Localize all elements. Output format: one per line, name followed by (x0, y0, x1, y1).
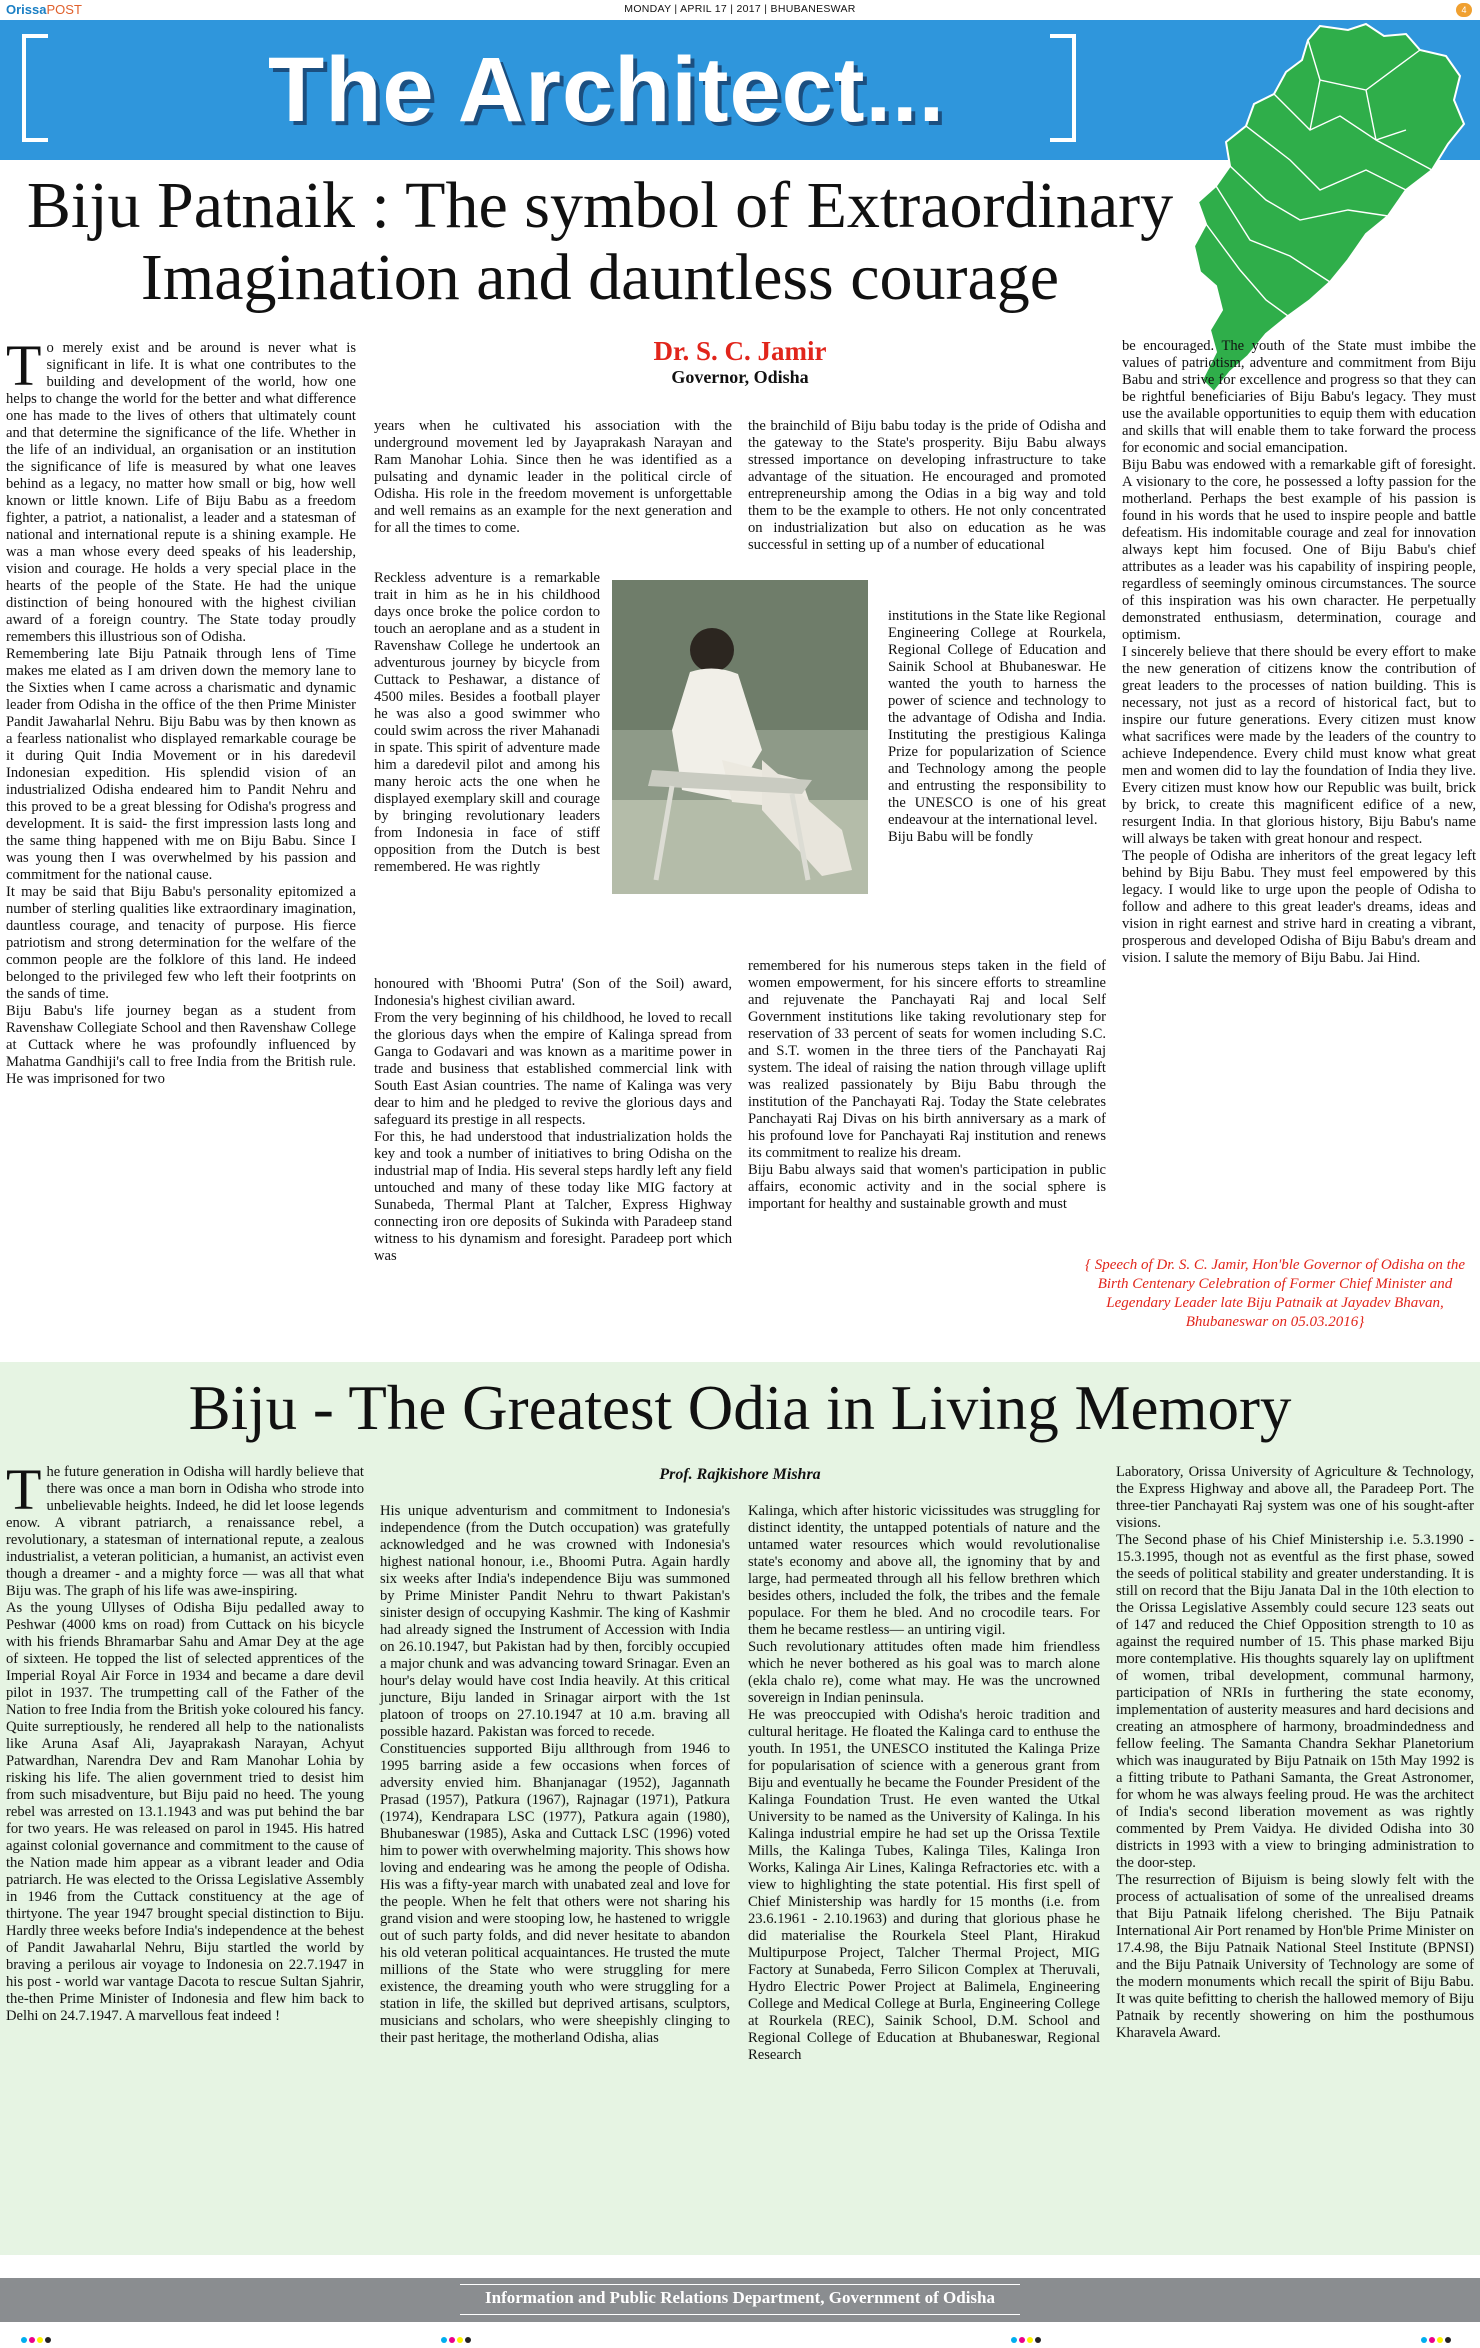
logo-post-text: POST (46, 2, 82, 17)
paragraph: From the very beginning of his childhood, he loved to recall the glorious days when the empire of Kalinga spread from Ganga to Godavari and was known as a maritime power in trade and business that established commercial link with South East Asian countries. The name of Kalinga was very dear to him and he pledged to revive the glorious days and safeguard its prestige in all respects. (374, 1010, 732, 1128)
author-role: Governor, Odisha (671, 367, 809, 387)
left-bracket-decoration (22, 34, 48, 142)
article-1-column-1 (6, 333, 356, 1088)
registration-marks (440, 2330, 472, 2348)
paragraph: The Second phase of his Chief Ministership i.e. 5.3.1990 - 15.3.1995, though not as eventful as the first phase, sowed the seeds of political stability and greater understanding. It is still on record that the Biju Janata Dal in the 10th election to the Orissa Legislative Assembly could secure 123 seats out of 147 and reduced the Chief Opposition strength to 10 as against the required number of 15. This phase marked Biju more contemplative. His thoughts squarely lay on upliftment of women, tribal development, communal harmony, participation of NRIs in furthering the state economy, implementation of austerity measures and hard decisions and creating an atmosphere of harmony, broadmindedness and fellow feeling. The Samanta Chandra Sekhar Planetorium which was inaugurated by Biju Patnaik on 15th May 1992 is a fitting tribute to Pathani Samanta, the Great Astronomer, for whom he was always feeling proud. He was the architect of India's second liberation movement as was rightly commented by Prem Vaidya. He divided Odisha into 30 districts in 1993 with a view to bringing administration to the door-step. (1116, 1532, 1474, 1871)
footer-bar (0, 2278, 1480, 2322)
paragraph: The resurrection of Bijuism is being slowly felt with the process of actualisation of some of the unrealised dreams that Biju Patnaik lifelong cherished. The Biju Patnaik International Air Port renamed by Hon'ble Prime Minister on 17.4.98, the Biju Patnaik National Steel Institute (BPNSI) and the Biju Patnaik University of Technology are some of the modern monuments which recall the spirit of Biju Babu. It was quite befitting to cherish the hallowed memory of Biju Patnaik by recently showering on him the posthumous Kharavela Award. (1116, 1872, 1474, 2041)
drop-cap: T (6, 333, 42, 398)
footer-rule-bottom (460, 2314, 1020, 2315)
article-1-headline (0, 170, 1200, 314)
paragraph: As the young Ullyses of Odisha Biju pedalled away to Peshwar (4000 kms on road) from Cuttack on his bicycle with his friends Bhramarbar Sahu and Amar Dey at the age of sixteen. He topped the list of selected apprentices of the Imperial Royal Air Force in 1934 and became a dare devil pilot in 1937. The trumpetting call of the Father of the Nation to free India from the British yoke coloured his fancy. Quite surreptiously, he rendered all help to the nationalists like Aruna Asaf Ali, Jayaprakash Narayan, Achyut Patwardhan, Narendra Dev and Ram Manohar Lohia by risking his life. The alien government tried to desist him from such misadventure, but Biju paid no heed. The young rebel was arrested on 13.1.1943 and was put behind the bar for two years. He was released on parol in 1945. His hatred against colonial governance and commitment to the cause of the Nation made him appear as a vibrant leader and Odia patriarch. He was elected to the Orissa Legislative Assembly in 1946 from the Cuttack constituency at the age of thirtyone. The year 1947 brought special distinction to Biju. Hardly three weeks before India's independence at the behest of Pandit Jawaharlal Nehru, Biju startled the world by braving a perilous air voyage to Indonesia on 22.7.1947 in his post - world war vantage Dacota to rescue Sultan Sjahrir, the-then Prime Minister of Indonesia and flew him back to Delhi on 24.7.1947. A marvellous feat indeed ! (6, 1600, 364, 2024)
speech-note: { Speech of Dr. S. C. Jamir, Hon'ble Governor of Odisha on the Birth Centenary Celebration of Former Chief Minister and Legendary Leader late Biju Patnaik at Jayadev Bhavan, Bhubaneswar on 05.03.2016} (1084, 1257, 1465, 1330)
paragraph: His unique adventurism and commitment to Indonesia's independence (from the Dutch occupation) was gratefully acknowledged and he was crowned with Indonesia's highest national honour, i.e., Bhoomi Putra. Again hardly six weeks after India's independence Biju was summoned by Prime Minister Pandit Nehru to thwart Pakistan's sinister design of occupying Kashmir. The king of Kashmir had already signed the Instrument of Accession with India on 26.10.1947, but Pakistan had by then, forcibly occupied a major chunk and was advancing toward Srinagar. Even an hour's delay would have cost India heavily. At this critical juncture, Biju landed in Srinagar airport with the 1st platoon of troops on 27.10.1947 at 10 a.m. braving all possible hazard. Pakistan was forced to recede. (380, 1503, 730, 1740)
dateline: MONDAY | APRIL 17 | 2017 | BHUBANESWAR (624, 3, 856, 15)
paragraph: Biju Babu always said that women's participation in public affairs, economic activity and in the social sphere is important for healthy and sustainable growth and must (748, 1162, 1106, 1212)
paragraph: Reckless adventure is a remarkable trait in him as he in his childhood days once broke the police cordon to touch an aeroplane and as a student in Ravenshaw College he undertook an adventurous journey by bicycle from Cuttack to Peshawar, a distance of 4500 miles. Besides a football player he was also a good swimmer who could swim across the river Mahanadi in spate. This spirit of adventure made him a daredevil pilot and among his many heroic acts the one when he displayed exemplary skill and courage by bringing revolutionary leaders from Indonesia in face of stiff opposition from the Dutch is best remembered. He was rightly (374, 570, 600, 875)
paragraph: years when he cultivated his association with the underground movement led by Jayaprakash Narayan and Ram Manohar Lohia. Since then he was identified as a pulsating and dynamic leader in the political circle of Odisha. His role in the freedom movement is unforgettable and well remains as an example for the next generation and for all the times to come. (374, 418, 732, 536)
photo-illustration (612, 580, 868, 894)
paragraph: Biju Babu was endowed with a remarkable gift of foresight. A visionary to the core, he possessed a lofty passion for the motherland. Perhaps the best example of his passion is found in his words that he used to inspire people and battle defeatism. His indomitable courage and zeal for innovation always kept him focused. One of Biju Babu's chief attributes as a leader was his capability of inspiring people, regardless of seemingly ominous circumstances. The source of this inspiration was his own character. He perpetually demonstrated enthusiasm, determination, courage and optimism. (1122, 457, 1476, 643)
page-number-badge: 4 (1456, 3, 1472, 17)
article-1-column-3-top (748, 418, 1106, 554)
banner-title: The Architect... (268, 39, 946, 141)
paragraph: he future generation in Odisha will hardly believe that there was once a man born in Odisha who strode into unbelievable heights. Indeed, he did let loose legends enow. A vibrant patriarch, a renaissance rebel, a revolutionary, a statesman of international repute, a zealous industrialist, a veteran politician, a humanist, an activist even though a dreamer - and a mighty force — was all that what Biju was. The graph of his life was awe-inspiring. (6, 1464, 364, 1599)
paragraph: be encouraged. The youth of the State must imbibe the values of patriotism, adventure and commitment from Biju Babu and strive for excellence and progress so that they can be rightful beneficiaries of Biju Babu's legacy. They must use the available opportunities to equip them with education and skills that will enable them to take forward the process for economic and social emancipation. (1122, 338, 1476, 456)
paragraph: institutions in the State like Regional Engineering College at Rourkela, Regional College of Education and Sainik School at Bhubaneswar. He wanted the youth to harness the power of science and technology to the advantage of Odisha and India. Instituting the prestigious Kalinga Prize for popularization of Science and Technology among the people and entrusting the responsibility to the UNESCO is one of his great endeavour at the international level. (888, 608, 1106, 828)
article-2-column-2 (380, 1503, 730, 2047)
paragraph: Laboratory, Orissa University of Agriculture & Technology, the Express Highway and above all, the Paradeep Port. The three-tier Panchayati Raj system was one of his sought-after visions. (1116, 1464, 1474, 1531)
paragraph: It may be said that Biju Babu's personality epitomized a number of sterling qualities like extraordinary imagination, dauntless courage, and tenacity of purpose. His fierce patriotism and strong determination for the welfare of the common people are the folklore of this land. He indeed belonged to the privileged few who left their footprints on the sands of time. (6, 884, 356, 1002)
footer-rule-top (460, 2284, 1020, 2285)
paragraph: Remembering late Biju Patnaik through lens of Time makes me elated as I am driven down the memory lane to the Sixties when I came across a charismatic and dynamic leader from Odisha in the office of the then Prime Minister Pandit Jawaharlal Nehru. Biju Babu was by then known as a fearless nationalist who displayed remarkable courage be it during Quit India Movement or in his daredevil Indonesian expedition. His splendid vision of an industrialized Odisha endeared him to Pandit Nehru and this proved to be a great blessing for Odisha's progress and development. It is said- the first impression lasts long and the same thing happened with me on Biju Babu. Since I was young then I was overwhelmed by his passion and commitment for the national cause. (6, 646, 356, 883)
biju-patnaik-photo (612, 580, 868, 894)
article-1-column-2-mid (374, 570, 600, 876)
drop-cap: T (6, 1457, 42, 1522)
paragraph: The people of Odisha are inheritors of the great legacy left behind by Biju Babu. They must feel empowered by this legacy. I would like to urge upon the people of Odisha to follow and adhere to this great leader's dreams, ideas and vision in right earnest and strive hard in creating a vibrant, prosperous and developed Odisha of Biju Babu's dream and vision. I salute the memory of Biju Babu. Jai Hind. (1122, 848, 1476, 966)
paragraph: the brainchild of Biju babu today is the pride of Odisha and the gateway to the State's prosperity. Biju Babu always stressed importance on developing infrastructure to take advantage of the situation. He encouraged and promoted entrepreneurship among the Odias in a big way and told them to be the example to others. He not only concentrated on industrialization but also on education as he was successful in setting up of a number of educational (748, 418, 1106, 553)
article-2-column-3 (748, 1503, 1100, 2064)
logo-text: Orissa (6, 2, 47, 17)
paragraph: remembered for his numerous steps taken in the field of women empowerment, for his sincere efforts to streamline and rejuvenate the Panchayati Raj and local Self Government institutions like taking revolutionary step for reservation of 33 percent of seats for women including S.C. and S.T. women in the three tiers of the Panchayati Raj system. The ideal of raising the nation through village uplift was realized passionately by Biju Babu through the institution of the Panchayati Raj. Today the State celebrates Panchayati Raj Divas on his birth anniversary as a mark of his profound love for Panchayati Raj institution and renews its commitment to realize his dream. (748, 958, 1106, 1161)
registration-marks (1010, 2330, 1042, 2348)
article-1-column-2-top (374, 418, 732, 537)
article-1-column-4 (1122, 338, 1476, 967)
paragraph: I sincerely believe that there should be every effort to make the new generation of citizens know the contribution of great leaders to the processes of nation building. This is necessary, not just as a record of historical fact, but to inspire our future generations. Every citizen must know what sacrifices were made by the leaders of the country to achieve Independence. Every child must know what great men and women did to lay the foundation of India they live. Every citizen must know how our Republic was built, brick by brick, to create this magnificent edifice of a new, resurgent India. In that glorious history, Biju Babu's name will always be taken with great honour and respect. (1122, 644, 1476, 847)
article-2-headline: Biju - The Greatest Odia in Living Memory (188, 1373, 1292, 1443)
paragraph: Constituencies supported Biju allthrough from 1946 to 1995 barring aside a few occasions when forces of adversity envied him. Bhanjanagar (1952), Jagannath Prasad (1957), Patkura (1967), Rajnagar (1971), Patkura (1974), Kendrapara LSC (1977), Patkura again (1980), Bhubaneswar (1985), Aska and Cuttack LSC (1996) voted him to power with overwhelming majority. This shows how loving and endearing was he among the people of Odisha. His was a fifty-year march with unabated zeal and love for the people. When he felt that others were not sharing his grand vision and were stooping low, he hastened to wriggle out of such party folds, and did never hesitate to abandon his old veteran political acquaintances. He trusted the mute millions of the State who were struggling for mere existence, the dreaming youth who were struggling for a station in life, the skilled but deprived artisans, sculptors, musicians and scholars, who were sheepishly clinging to their past heritage, the motherland Odisha, alias (380, 1741, 730, 2046)
headline-line-1: Biju Patnaik : The symbol of Extraordinary (26, 169, 1174, 242)
footer-text: Information and Public Relations Department, Government of Odisha (485, 2288, 995, 2307)
headline-line-2: Imagination and dauntless courage (140, 241, 1060, 314)
paragraph: o merely exist and be around is never what is significant in life. It is what one contributes to the building and development of the world, how one helps to change the world for the better and what difference one has made to the lives of others that ultimately count and that determine the significance of the life. Whether in the life of an individual, an organisation or an institution the significance of life is measured by what one leaves behind as a legacy, no matter how small or big, how well known or little known. Life of Biju Babu as a freedom fighter, a patriot, a nationalist, a leader and a statesman of national and international repute is a shining example. He was a man whose every deed speaks of his leadership, vision and courage. He holds a very special place in the hearts of the people of the State. He had the unique distinction of being honoured with the highest civilian award of a foreign country. The State today proudly remembers this illustrious son of Odisha. (6, 340, 356, 645)
registration-marks (1420, 2330, 1452, 2348)
paragraph: honoured with 'Bhoomi Putra' (Son of the Soil) award, Indonesia's highest civilian award. (374, 976, 732, 1009)
article-1-byline (612, 336, 868, 388)
article-1-column-3-mid (888, 608, 1106, 846)
paragraph: For this, he had understood that industrialization holds the key and took a number of initiatives to bring Odisha on the industrial map of India. His several steps hardly left any field untouched and many of these today like MIG factory at Sunabeda, Thermal Plant at Talcher, Express Highway connecting iron ore deposits of Sukinda with Paradeep stand witness to his dynamism and foresight. Paradeep port which was (374, 1129, 732, 1264)
paragraph: He was preoccupied with Odisha's heroic tradition and cultural heritage. He floated the Kalinga card to enthuse the youth. In 1951, the UNESCO instituted the Kalinga Prize for popularisation of science with a generous grant from Biju and eventually he became the Founder President of the Kalinga Foundation Trust. He even wanted the Utkal University to be named as the University of Kalinga. In his Kalinga industrial empire he had set up the Orissa Textile Mills, the Kalinga Tubes, Kalinga Tiles, Kalinga Iron Works, Kalinga Air Lines, Kalinga Refractories etc. with a view to highlighting the state potential. His first spell of Chief Ministership was hardly for 15 months (i.e. from 23.6.1961 - 2.10.1963) and during that glorious phase he did materialise the Rourkela Steel Plant, Hirakud Multipurpose Project, Talcher Thermal Project, MIG Factory at Sunabeda, Ferro Silicon Complex at Theruvali, Hydro Electric Power Project at Balimela, Engineering College and Medical College at Burla, Engineering College at Rourkela (REC), Sainik School, D.M. School and Regional College of Education at Bhubaneswar, Regional Research (748, 1707, 1100, 2063)
article-2-author: Prof. Rajkishore Mishra (659, 1466, 821, 1483)
article-2-column-1 (6, 1457, 364, 2025)
article-1-column-3-bottom (748, 958, 1106, 1213)
article-2-column-4 (1116, 1464, 1474, 2042)
article-1-column-2-bottom (374, 976, 732, 1265)
author-name: Dr. S. C. Jamir (653, 336, 827, 366)
paragraph: Kalinga, which after historic vicissitudes was struggling for distinct identity, the untapped potentials of nature and the untamed water resources which would revolutionalise state's economy and above all, the ignominy that by and large, had permeated through all his fellow brethren which besides others, included the folk, the tribes and the female populace. For them he bled. And no crocodile tears. For them he became restless— an untiring vigil. (748, 1503, 1100, 1638)
paragraph: Biju Babu's life journey began as a student from Ravenshaw Collegiate School and then Ravenshaw College at Cuttack where he was profoundly influenced by Mahatma Gandhiji's call to free India from the British rule. He was imprisoned for two (6, 1003, 356, 1087)
masthead (0, 0, 1480, 20)
paragraph: Such revolutionary attitudes often made him friendless which he never bothered as his goal was to march alone (ekla chalo re), come what may. He was the uncrowned sovereign in Indian peninsula. (748, 1639, 1100, 1706)
registration-marks (20, 2330, 52, 2348)
paragraph: Biju Babu will be fondly (888, 829, 1034, 845)
right-bracket-decoration (1050, 34, 1076, 142)
